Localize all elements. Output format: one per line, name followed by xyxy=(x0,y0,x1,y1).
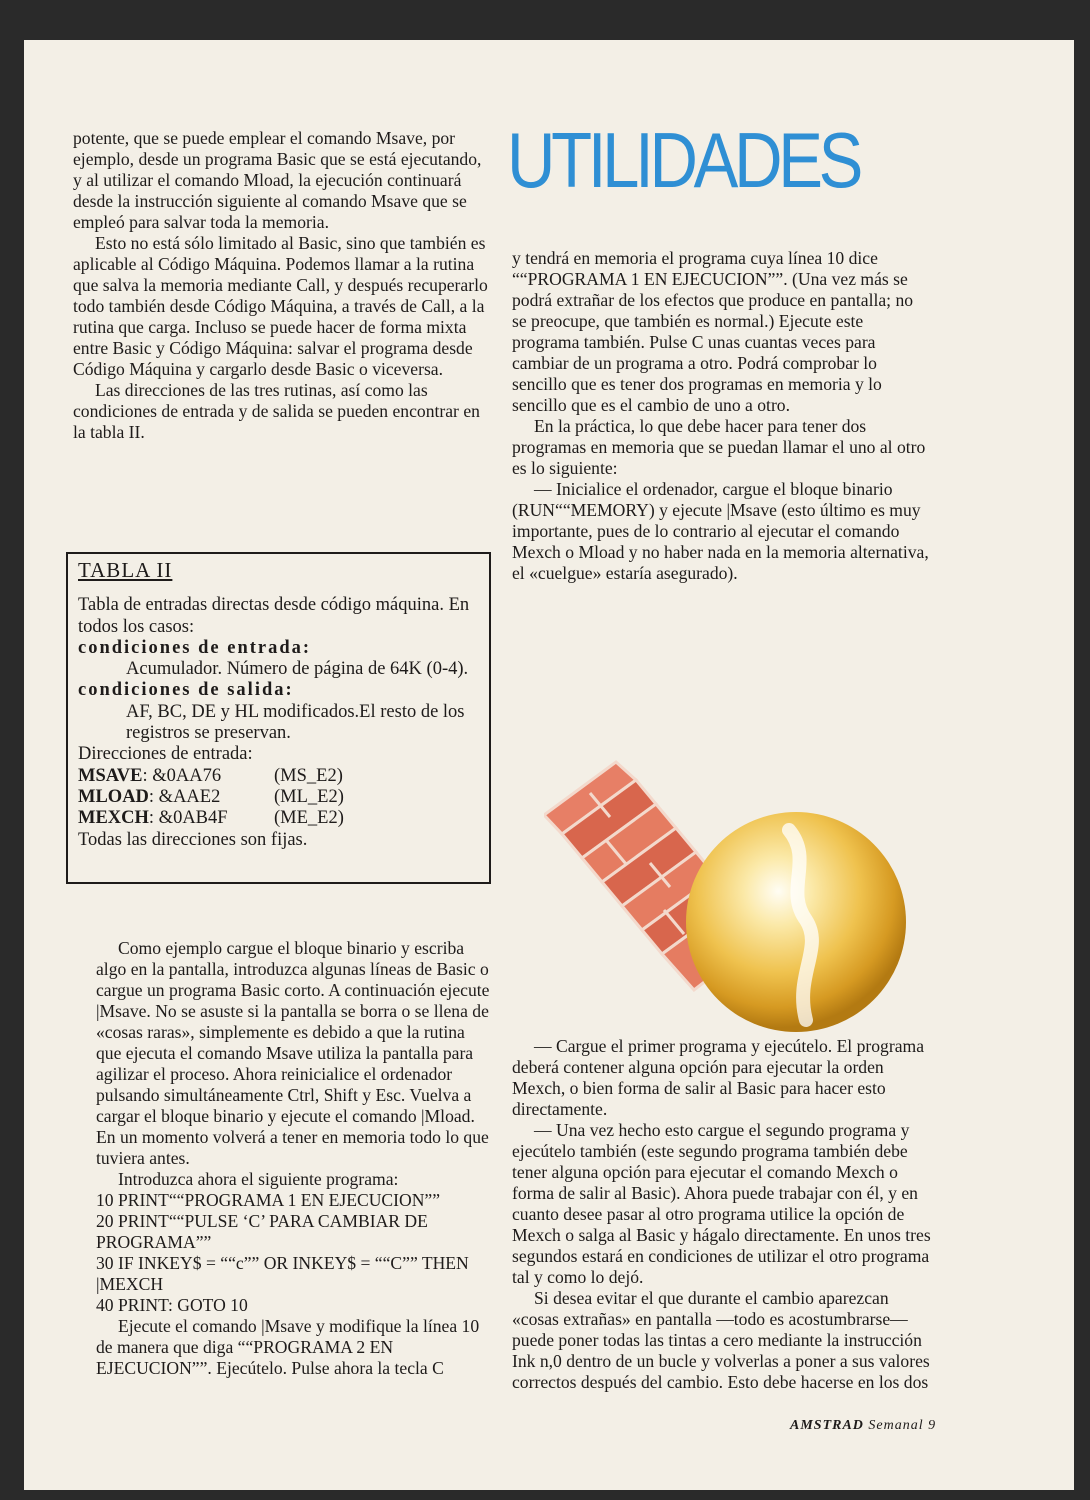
paragraph: — Cargue el primer programa y ejecútelo. El programa deberá contener alguna opción para ejecutar la orden Mexch, o bien forma de salir al Basic para hacer esto directamente. xyxy=(512,1036,925,1119)
tabla-cond-entrada-text: Acumulador. Número de página de 64K (0-4). xyxy=(126,659,469,680)
code-line: 10 PRINT““PROGRAMA 1 EN EJECUCION”” xyxy=(96,1190,441,1210)
paragraph: — Una vez hecho esto cargue el segundo programa y ejecútelo también (este segundo programa también debe tener alguna opción para ejecutar el comando Mexch o forma de salir al Basic). Ahora puede trabajar con él, y en cuanto desee pasar al otro programa utilice la opción de Mexch o salga al Basic y hágalo directamente. En unos tres segundos estará en condiciones de utilizar el otro programa tal y como lo dejó. xyxy=(512,1120,931,1287)
page-footer xyxy=(790,1418,936,1434)
tabla-row xyxy=(78,766,481,787)
routine-name: MEXCH xyxy=(78,808,149,829)
tabla-cond-salida-label: condiciones de salida: xyxy=(78,680,294,701)
routine-alias: (ML_E2) xyxy=(274,786,344,807)
code-line: 40 PRINT: GOTO 10 xyxy=(96,1295,248,1315)
routine-address: : &0AB4F xyxy=(148,808,228,829)
tabla-title: TABLA II xyxy=(78,558,173,582)
brick-sphere-illustration xyxy=(544,720,934,1050)
paragraph: Esto no está sólo limitado al Basic, sino que también es aplicable al Código Máquina. Podemos llamar a la rutina que salva la memoria mediante Call, y después recuperarlo todo también desde Código Máquina, a través de Call, a la rutina que carga. Incluso se puede hacer de forma mixta entre Basic y Código Máquina: salvar el programa desde Código Máquina y cargarlo desde Basic o viceversa. xyxy=(73,233,488,379)
routine-name: MSAVE xyxy=(78,765,143,786)
section-title: UTILIDADES xyxy=(507,116,860,204)
paragraph: En la práctica, lo que debe hacer para tener dos programas en memoria que se puedan llamar el uno al otro es lo siguiente: xyxy=(512,416,926,478)
routine-name: MLOAD xyxy=(78,786,149,807)
tabla-cond-salida-text: AF, BC, DE y HL modificados.El resto de los registros se preservan. xyxy=(126,701,465,744)
tabla-row xyxy=(78,787,481,808)
magazine-brand: AMSTRAD xyxy=(790,1418,864,1433)
tabla-direcciones-label: Direcciones de entrada: xyxy=(78,744,253,765)
right-column-top xyxy=(512,248,932,584)
paragraph: y tendrá en memoria el programa cuya línea 10 dice ““PROGRAMA 1 EN EJECUCION””. (Una vez más se podrá extrañar de los efectos que produce en pantalla; no se preocupe, que también es normal.) Ejecute este programa también. Pulse C unas cuantas veces para cambiar de un programa a otro. Podrá comprobar lo sencillo que es tener dos programas en memoria y lo sencillo que es el cambio de uno a otro. xyxy=(512,248,914,415)
routine-alias: (MS_E2) xyxy=(274,765,343,786)
right-column-bottom xyxy=(512,1036,932,1393)
tabla-cond-entrada-label: condiciones de entrada: xyxy=(78,637,312,658)
routine-alias: (ME_E2) xyxy=(274,808,344,829)
tabla-row xyxy=(78,808,481,829)
paragraph: — Inicialice el ordenador, cargue el bloque binario (RUN““MEMORY) y ejecute |Msave (esto último es muy importante, pues de lo contrario al ejecutar el comando Mexch o Mload y no haber nada en la memoria alternativa, el «cuelgue» estaría asegurado). xyxy=(512,479,929,583)
paragraph: potente, que se puede emplear el comando Msave, por ejemplo, desde un programa Basic que se está ejecutando, y al utilizar el comando Mload, la ejecución continuará desde la instrucción siguiente al comando Msave que se empleó para salvar toda la memoria. xyxy=(73,128,482,232)
tabla-footer: Todas las direcciones son fijas. xyxy=(78,829,308,850)
code-line: 20 PRINT““PULSE ‘C’ PARA CAMBIAR DE PROGRAMA”” xyxy=(96,1211,428,1252)
magazine-section: Semanal xyxy=(868,1418,924,1433)
paragraph: Introduzca ahora el siguiente programa: xyxy=(118,1169,399,1189)
golden-sphere-icon xyxy=(686,812,906,1032)
code-line: 30 IF INKEY$ = ““c”” OR INKEY$ = ““C”” THEN |MEXCH xyxy=(96,1253,469,1294)
paragraph: Si desea evitar el que durante el cambio aparezcan «cosas extrañas» en pantalla —todo es acostumbrarse— puede poner todas las tintas a cero mediante la instrucción Ink n,0 dentro de un bucle y volverlas a poner a sus valores correctos después del cambio. Esto debe hacerse en los dos xyxy=(512,1288,930,1392)
routine-address: : &AAE2 xyxy=(148,786,221,807)
paragraph: Las direcciones de las tres rutinas, así como las condiciones de entrada y de salida se pueden encontrar en la tabla II. xyxy=(73,380,480,442)
page-number: 9 xyxy=(928,1418,937,1433)
left-column-bottom xyxy=(96,938,494,1379)
tabla-ii-box xyxy=(66,552,491,884)
paragraph: Como ejemplo cargue el bloque binario y escriba algo en la pantalla, introduzca algunas líneas de Basic o cargue un programa Basic corto. A continuación ejecute |Msave. No se asuste si la pantalla se borra o se llena de «cosas raras», simplemente es debido a que la rutina que ejecuta el comando Msave utiliza la pantalla para agilizar el proceso. Ahora reinicialice el ordenador pulsando simultáneamente Ctrl, Shift y Esc. Vuelva a cargar el bloque binario y ejecute el comando |Mload. En un momento volverá a tener en memoria todo lo que tuviera antes. xyxy=(96,938,490,1168)
paragraph: Ejecute el comando |Msave y modifique la línea 10 de manera que diga ““PROGRAMA 2 EN EJECUCION””. Ejecútelo. Pulse ahora la tecla C xyxy=(96,1316,480,1378)
magazine-page xyxy=(24,40,1074,1490)
routine-address: : &0AA76 xyxy=(142,765,222,786)
tabla-intro: Tabla de entradas directas desde código máquina. En todos los casos: xyxy=(78,595,470,637)
left-column-top xyxy=(73,128,491,443)
